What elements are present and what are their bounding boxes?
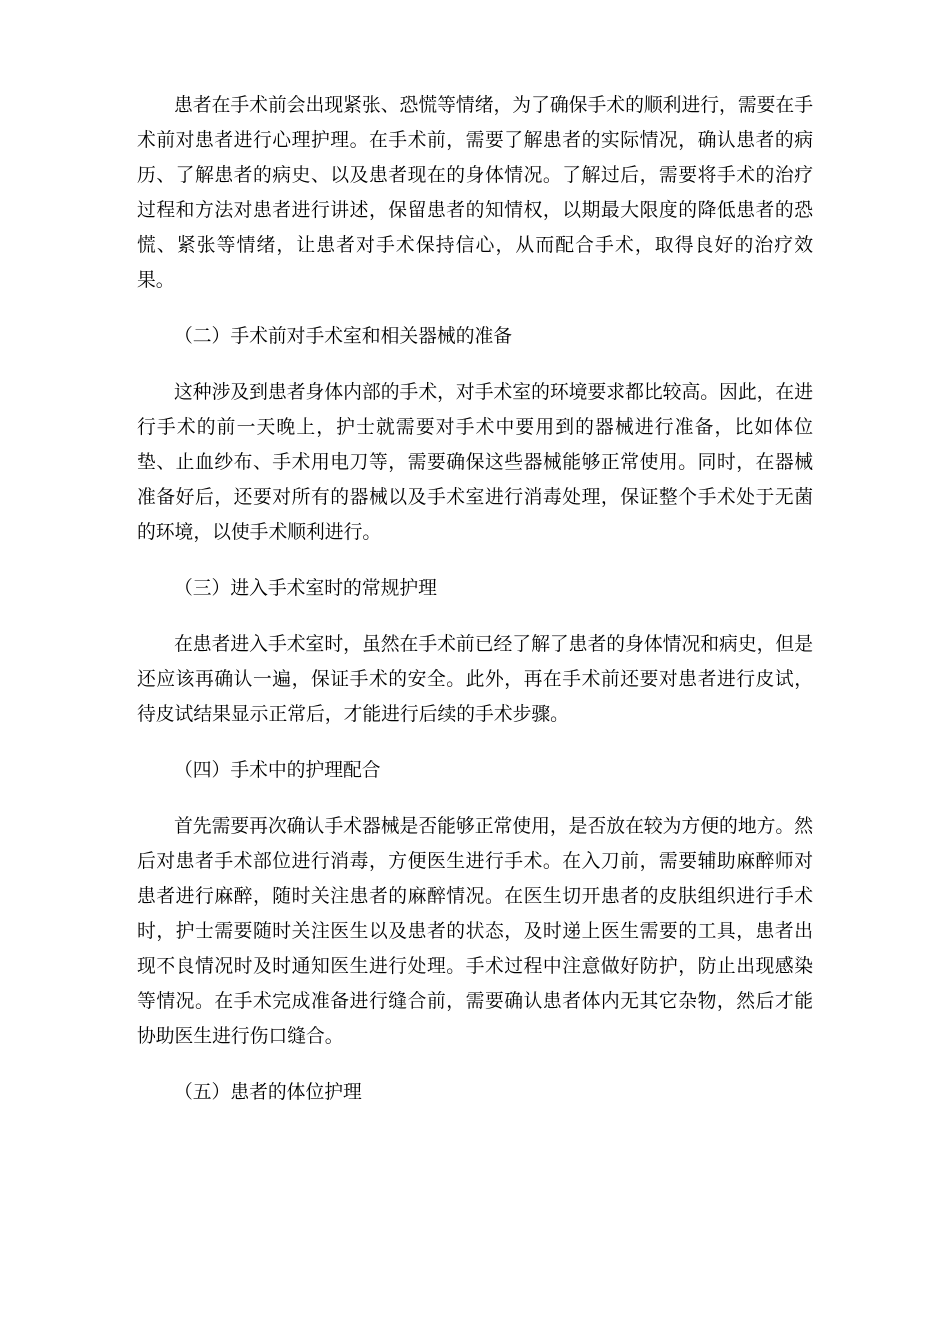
paragraph-or-entry-care: 在患者进入手术室时，虽然在手术前已经了解了患者的身体情况和病史，但是还应该再确认一遍，保证手术的安全。此外，再在手术前还要对患者进行皮试，待皮试结果显示正常后，才能进行后续的手术步骤。 xyxy=(137,634,813,725)
document-body xyxy=(137,88,813,1131)
section-heading-4: （四）手术中的护理配合 xyxy=(174,760,381,781)
paragraph-psychological-care: 患者在手术前会出现紧张、恐慌等情绪，为了确保手术的顺利进行，需要在手术前对患者进行心理护理。在手术前，需要了解患者的实际情况，确认患者的病历、了解患者的病史、以及患者现在的身体情况。了解过后，需要将手术的治疗过程和方法对患者进行讲述，保留患者的知情权，以期最大限度的降低患者的恐慌、紧张等情绪，让患者对手术保持信心，从而配合手术，取得良好的治疗效果。 xyxy=(137,95,813,291)
section-heading-3: （三）进入手术室时的常规护理 xyxy=(174,578,437,599)
paragraph-or-preparation: 这种涉及到患者身体内部的手术，对手术室的环境要求都比较高。因此，在进行手术的前一天晚上，护士就需要对手术中要用到的器械进行准备，比如体位垫、止血纱布、手术用电刀等，需要确保这些器械能够正常使用。同时，在器械准备好后，还要对所有的器械以及手术室进行消毒处理，保证整个手术处于无菌的环境，以使手术顺利进行。 xyxy=(137,382,813,543)
section-heading-2: （二）手术前对手术室和相关器械的准备 xyxy=(174,326,513,347)
paragraph-intraoperative-care: 首先需要再次确认手术器械是否能够正常使用，是否放在较为方便的地方。然后对患者手术部位进行消毒，方便医生进行手术。在入刀前，需要辅助麻醉师对患者进行麻醉，随时关注患者的麻醉情况。在医生切开患者的皮肤组织进行手术时，护士需要随时关注医生以及患者的状态，及时递上医生需要的工具，患者出现不良情况时及时通知医生进行处理。手术过程中注意做好防护，防止出现感染等情况。在手术完成准备进行缝合前，需要确认患者体内无其它杂物，然后才能协助医生进行伤口缝合。 xyxy=(137,816,813,1047)
section-heading-5: （五）患者的体位护理 xyxy=(174,1082,362,1103)
